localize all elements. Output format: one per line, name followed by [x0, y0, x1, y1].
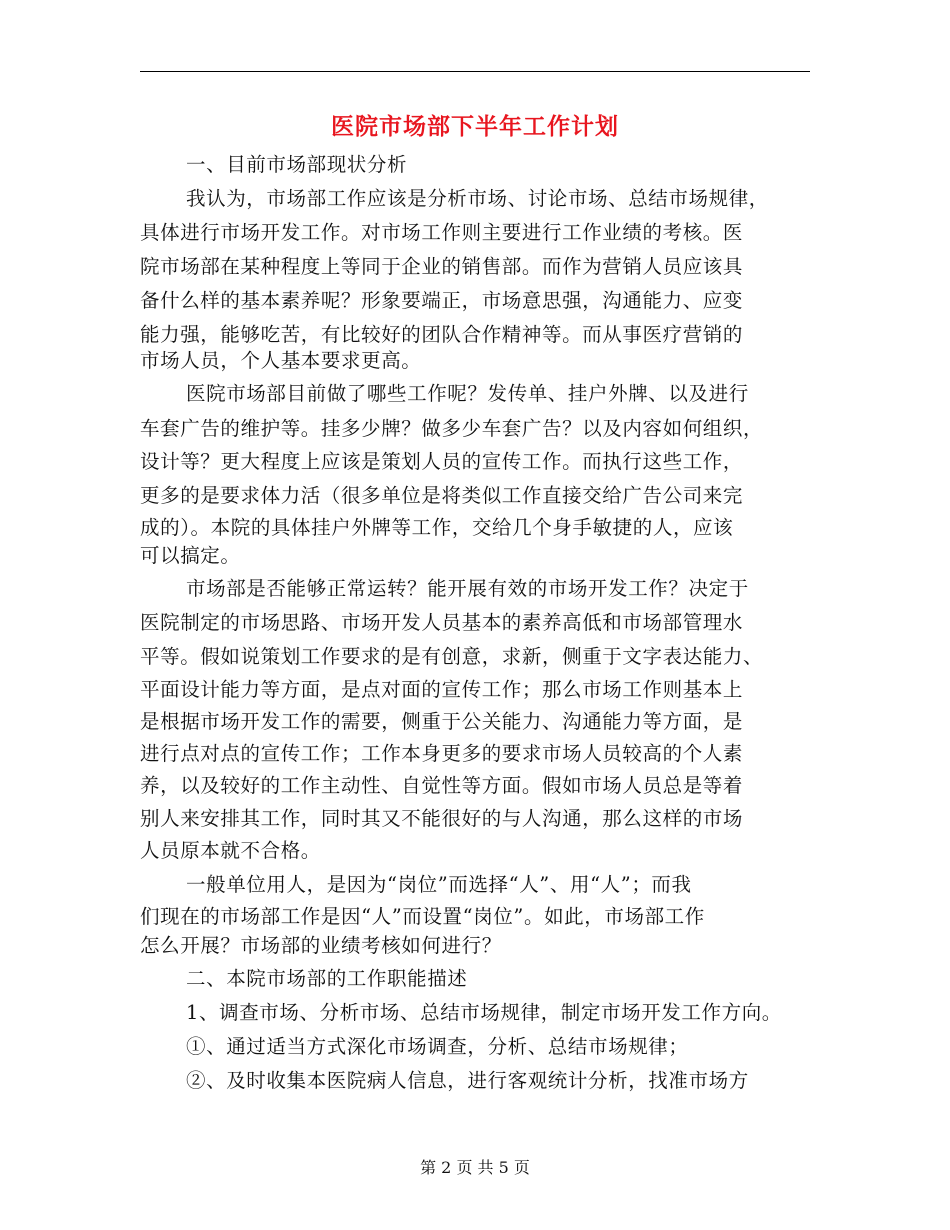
paragraph-line: 是根据市场开发工作的需要，侧重于公关能力、沟通能力等方面，是	[140, 710, 744, 733]
paragraph-line: 们现在的市场部工作是因“人”而设置“岗位”。如此，市场部工作	[140, 905, 705, 928]
paragraph-line: 市场人员，个人基本要求更高。	[140, 349, 422, 372]
paragraph-line: 进行点对点的宣传工作；工作本身更多的要求市场人员较高的个人素	[140, 742, 744, 765]
section-heading-2: 二、本院市场部的工作职能描述	[186, 967, 468, 990]
sub-item: ①、通过适当方式深化市场调查，分析、总结市场规律；	[186, 1035, 689, 1058]
paragraph-line: 具体进行市场开发工作。对市场工作则主要进行工作业绩的考核。医	[140, 221, 744, 244]
paragraph-line: 院市场部在某种程度上等同于企业的销售部。而作为营销人员应该具	[140, 255, 744, 278]
paragraph-line: 可以搞定。	[140, 544, 241, 567]
paragraph-line: 车套广告的维护等。挂多少牌？做多少车套广告？以及内容如何组织，	[140, 417, 764, 440]
paragraph-line: 设计等？更大程度上应该是策划人员的宣传工作。而执行这些工作，	[140, 450, 744, 473]
paragraph-line: 备什么样的基本素养呢？形象要端正，市场意思强，沟通能力、应变	[140, 289, 744, 312]
paragraph-line: 平面设计能力等方面，是点对面的宣传工作；那么市场工作则基本上	[140, 678, 744, 701]
header-rule	[140, 71, 810, 72]
paragraph-line: 一般单位用人，是因为“岗位”而选择“人”、用“人”；而我	[186, 873, 692, 896]
paragraph-line: 医院市场部目前做了哪些工作呢？发传单、挂户外牌、以及进行	[186, 382, 749, 405]
paragraph-line: 市场部是否能够正常运转？能开展有效的市场开发工作？决定于	[186, 577, 749, 600]
paragraph-line: 更多的是要求体力活（很多单位是将类似工作直接交给广告公司来完	[140, 484, 744, 507]
numbered-item: 1、调查市场、分析市场、总结市场规律，制定市场开发工作方向。	[186, 1001, 782, 1024]
paragraph-line: 我认为，市场部工作应该是分析市场、讨论市场、总结市场规律，	[186, 187, 769, 210]
paragraph-line: 成的）。本院的具体挂户外牌等工作，交给几个身手敏捷的人，应该	[140, 516, 734, 539]
paragraph-line: 别人来安排其工作，同时其又不能很好的与人沟通，那么这样的市场	[140, 807, 744, 830]
paragraph-line: 养，以及较好的工作主动性、自觉性等方面。假如市场人员总是等着	[140, 774, 744, 797]
paragraph-line: 平等。假如说策划工作要求的是有创意，求新，侧重于文字表达能力、	[140, 645, 764, 668]
paragraph-line: 能力强，能够吃苦，有比较好的团队合作精神等。而从事医疗营销的	[140, 323, 744, 346]
section-heading-1: 一、目前市场部现状分析	[186, 153, 408, 176]
document-title: 医院市场部下半年工作计划	[331, 113, 619, 140]
paragraph-line: 人员原本就不合格。	[140, 839, 321, 862]
sub-item: ②、及时收集本医院病人信息，进行客观统计分析，找准市场方	[186, 1069, 749, 1092]
paragraph-line: 怎么开展？市场部的业绩考核如何进行？	[140, 934, 502, 957]
page-footer: 第 2 页 共 5 页	[420, 1158, 530, 1177]
paragraph-line: 医院制定的市场思路、市场开发人员基本的素养高低和市场部管理水	[140, 611, 744, 634]
